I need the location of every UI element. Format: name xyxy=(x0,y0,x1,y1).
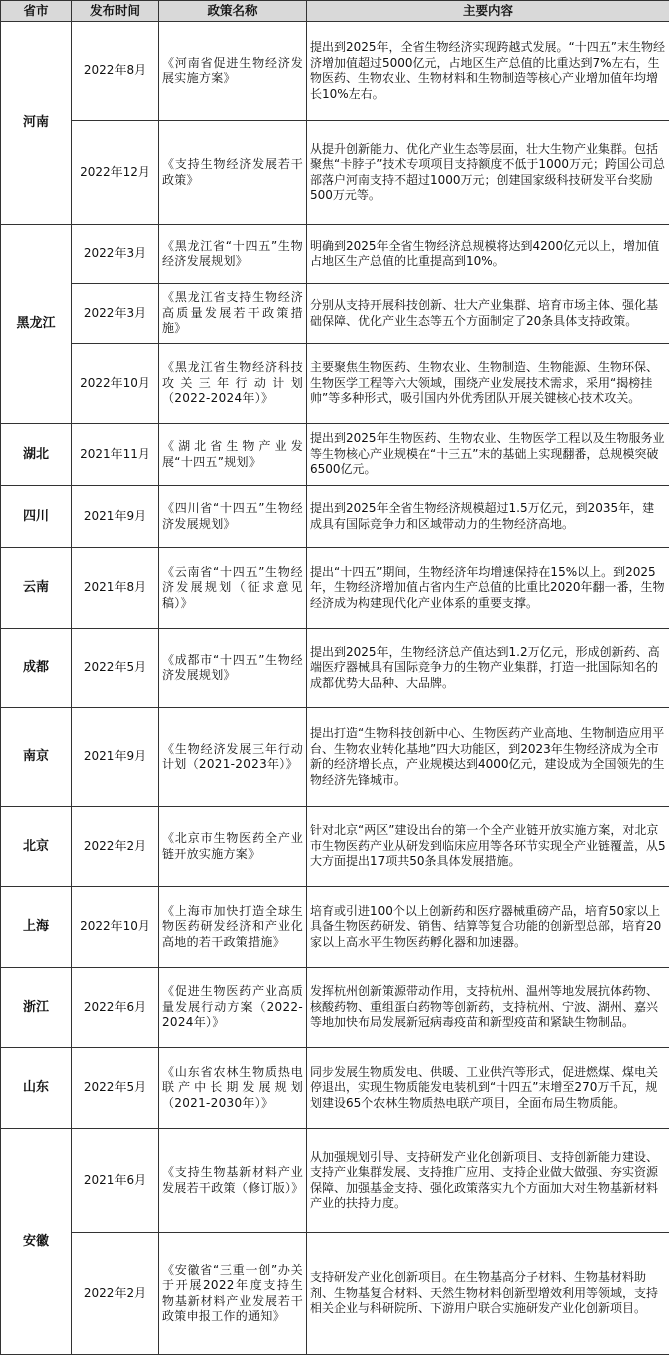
province-cell: 上海 xyxy=(1,887,72,968)
policy-name-cell: 《北京市生物医药全产业链开放实施方案》 xyxy=(159,807,307,887)
policy-name-cell: 《成都市“十四五”生物经济发展规划》 xyxy=(159,629,307,708)
table-row xyxy=(1,1233,669,1355)
province-cell: 成都 xyxy=(1,629,72,708)
content-cell: 分别从支持开展科技创新、壮大产业集群、培育市场主体、强化基础保障、优化产业生态等五个方面制定了20条具体支持政策。 xyxy=(307,284,669,344)
province-cell: 湖北 xyxy=(1,424,72,486)
date-cell: 2022年10月 xyxy=(72,344,159,424)
date-cell: 2022年5月 xyxy=(72,629,159,708)
date-cell: 2021年6月 xyxy=(72,1129,159,1233)
province-cell: 河南 xyxy=(1,22,72,225)
date-cell: 2021年11月 xyxy=(72,424,159,486)
table-row xyxy=(1,121,669,225)
date-cell: 2022年3月 xyxy=(72,225,159,284)
date-cell: 2022年12月 xyxy=(72,121,159,225)
province-cell: 四川 xyxy=(1,486,72,548)
table-row xyxy=(1,284,669,344)
header-content: 主要内容 xyxy=(307,1,669,22)
province-cell: 黑龙江 xyxy=(1,225,72,424)
date-cell: 2022年5月 xyxy=(72,1048,159,1129)
policy-name-cell: 《黑龙江省生物经济科技攻关三年行动计划（2022-2024年）》 xyxy=(159,344,307,424)
header-policy-name: 政策名称 xyxy=(159,1,307,22)
date-cell: 2021年8月 xyxy=(72,548,159,629)
policy-name-cell: 《四川省“十四五”生物经济发展规划》 xyxy=(159,486,307,548)
policy-name-cell: 《上海市加快打造全球生物医药研发经济和产业化高地的若干政策措施》 xyxy=(159,887,307,968)
province-cell: 山东 xyxy=(1,1048,72,1129)
content-cell: 主要聚焦生物医药、生物农业、生物制造、生物能源、生物环保、生物医学工程等六大领域，围绕产业发展技术需求，采用“揭榜挂帅”等多种形式，吸引国内外优秀团队开展关键核心技术攻关。 xyxy=(307,344,669,424)
table-row xyxy=(1,1129,669,1233)
province-cell: 安徽 xyxy=(1,1129,72,1355)
date-cell: 2021年9月 xyxy=(72,708,159,807)
table-row xyxy=(1,424,669,486)
province-cell: 南京 xyxy=(1,708,72,807)
policy-name-cell: 《山东省农林生物质热电联产中长期发展规划（2021-2030年）》 xyxy=(159,1048,307,1129)
content-cell: 提出到2025年，生物经济总产值达到1.2万亿元，形成创新药、高端医疗器械具有国际竞争力的生物产业集群，打造一批国际知名的成都优势大品种、大品牌。 xyxy=(307,629,669,708)
date-cell: 2022年2月 xyxy=(72,1233,159,1355)
policy-name-cell: 《黑龙江省支持生物经济高质量发展若干政策措施》 xyxy=(159,284,307,344)
content-cell: 提出到2025年，全省生物经济实现跨越式发展。“十四五”末生物经济增加值超过5000亿元，占地区生产总值的比重达到7%左右，生物医药、生物农业、生物材料和生物制造等核心产业增加值年均增长10%左右。 xyxy=(307,22,669,121)
table-row xyxy=(1,629,669,708)
content-cell: 针对北京“两区”建设出台的第一个全产业链开放实施方案，对北京市生物医药产业从研发到临床应用等各环节实现全产业链覆盖，从5大方面提出17项共50条具体发展措施。 xyxy=(307,807,669,887)
content-cell: 提出到2025年全省生物经济规模超过1.5万亿元，到2035年，建成具有国际竞争力和区域带动力的生物经济高地。 xyxy=(307,486,669,548)
date-cell: 2022年2月 xyxy=(72,807,159,887)
policy-name-cell: 《云南省“十四五”生物经济发展规划（征求意见稿）》 xyxy=(159,548,307,629)
table-body xyxy=(1,22,669,1355)
content-cell: 从加强规划引导、支持研发产业化创新项目、支持创新能力建设、支持产业集群发展、支持推广应用、支持企业做大做强、夯实资源保障、加强基金支持、强化政策落实九个方面加大对生物基新材料产业的扶持力度。 xyxy=(307,1129,669,1233)
content-cell: 提出到2025年生物医药、生物农业、生物医学工程以及生物服务业等生物核心产业规模在“十三五”末的基础上实现翻番，总规模突破6500亿元。 xyxy=(307,424,669,486)
table-row xyxy=(1,1048,669,1129)
table-row xyxy=(1,486,669,548)
table-row xyxy=(1,807,669,887)
policy-name-cell: 《黑龙江省“十四五”生物经济发展规划》 xyxy=(159,225,307,284)
province-cell: 浙江 xyxy=(1,968,72,1048)
policy-name-cell: 《湖北省生物产业发展“十四五”规划》 xyxy=(159,424,307,486)
date-cell: 2022年3月 xyxy=(72,284,159,344)
content-cell: 明确到2025年全省生物经济总规模将达到4200亿元以上，增加值占地区生产总值的比重提高到10%。 xyxy=(307,225,669,284)
table-row xyxy=(1,887,669,968)
content-cell: 同步发展生物质发电、供暖、工业供汽等形式，促进燃煤、煤电关停退出，实现生物质能发电装机到“十四五”末增至270万千瓦，规划建设65个农林生物质热电联产项目，全面布局生物质能。 xyxy=(307,1048,669,1129)
content-cell: 提出打造“生物科技创新中心、生物医药产业高地、生物制造应用平台、生物农业转化基地”四大功能区，到2023年生物经济成为全市新的经济增长点，产业规模达到4000亿元，建设成为全国领先的生物经济先锋城市。 xyxy=(307,708,669,807)
date-cell: 2021年9月 xyxy=(72,486,159,548)
policy-name-cell: 《促进生物医药产业高质量发展行动方案（2022-2024年）》 xyxy=(159,968,307,1048)
content-cell: 从提升创新能力、优化产业生态等层面，壮大生物产业集群。包括聚焦“卡脖子”技术专项项目支持额度不低于1000万元；跨国公司总部落户河南支持不超过1000万元；创建国家级科技研发平台奖励500万元等。 xyxy=(307,121,669,225)
policy-name-cell: 《生物经济发展三年行动计划（2021-2023年）》 xyxy=(159,708,307,807)
content-cell: 培育或引进100个以上创新药和医疗器械重磅产品，培育50家以上具备生物医药研发、销售、结算等复合功能的创新型总部，培育20家以上高水平生物医药孵化器和加速器。 xyxy=(307,887,669,968)
policy-name-cell: 《河南省促进生物经济发展实施方案》 xyxy=(159,22,307,121)
date-cell: 2022年10月 xyxy=(72,887,159,968)
policy-name-cell: 《安徽省“三重一创”办关于开展2022年度支持生物基新材料产业发展若干政策申报工作的通知》 xyxy=(159,1233,307,1355)
content-cell: 提出“十四五”期间，生物经济年均增速保持在15%以上。到2025年，生物经济增加值占省内生产总值的比重比2020年翻一番，生物经济成为构建现代化产业体系的重要支撑。 xyxy=(307,548,669,629)
content-cell: 支持研发产业化创新项目。在生物基高分子材料、生物基材料助剂、生物基复合材料、天然生物材料创新型增效利用等领域，支持相关企业与科研院所、下游用户联合实施研发产业化创新项目。 xyxy=(307,1233,669,1355)
header-province: 省市 xyxy=(1,1,72,22)
table-row xyxy=(1,708,669,807)
content-cell: 发挥杭州创新策源带动作用，支持杭州、温州等地发展抗体药物、核酸药物、重组蛋白药物等创新药，支持杭州、宁波、湖州、嘉兴等地加快布局发展新冠病毒疫苗和新型疫苗和紧缺生物制品。 xyxy=(307,968,669,1048)
table-row xyxy=(1,22,669,121)
policy-name-cell: 《支持生物经济发展若干政策》 xyxy=(159,121,307,225)
date-cell: 2022年6月 xyxy=(72,968,159,1048)
table-row xyxy=(1,344,669,424)
province-cell: 云南 xyxy=(1,548,72,629)
table-row xyxy=(1,225,669,284)
header-row xyxy=(1,1,669,22)
header-date: 发布时间 xyxy=(72,1,159,22)
policy-name-cell: 《支持生物基新材料产业发展若干政策（修订版）》 xyxy=(159,1129,307,1233)
table-row xyxy=(1,548,669,629)
province-cell: 北京 xyxy=(1,807,72,887)
table-row xyxy=(1,968,669,1048)
date-cell: 2022年8月 xyxy=(72,22,159,121)
